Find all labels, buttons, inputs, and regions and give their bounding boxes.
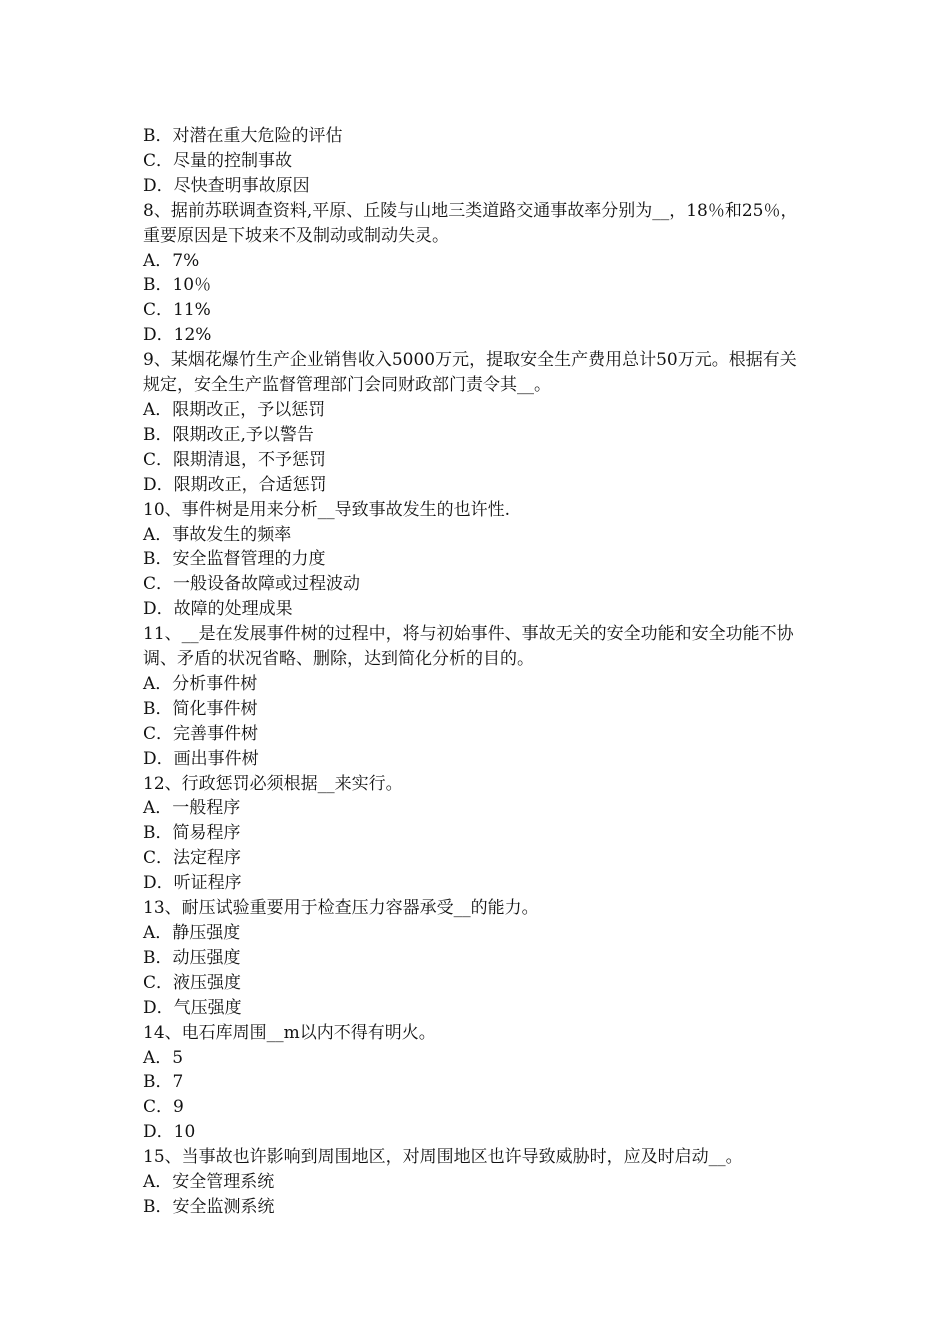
question-9-option-c: C．限期清退，不予惩罚: [143, 449, 327, 470]
document-body: [143, 124, 811, 1220]
option-b-text: B．对潜在重大危险的评估: [143, 126, 343, 146]
question-9-option-d: D．限期改正，合适惩罚: [143, 474, 327, 495]
question-9-option-b: B．限期改正,予以警告: [143, 424, 314, 445]
question-11-option-d: D．画出事件树: [143, 748, 259, 769]
question-15-option-b: B．安全监测系统: [143, 1196, 275, 1217]
question-11-option-c: C．完善事件树: [143, 723, 259, 744]
question-15-text: 15、当事故也许影响到周围地区，对周围地区也许导致威胁时，应及时启动__。: [143, 1147, 743, 1168]
option-c-text: C．尽量的控制事故: [143, 150, 293, 171]
question-8-option-b: B．10％: [143, 275, 212, 296]
question-14-option-a: A．5: [143, 1047, 184, 1068]
question-12-option-c: C．法定程序: [143, 848, 242, 869]
question-14-option-c: C．9: [143, 1097, 184, 1118]
question-14-option-b: B．7: [143, 1072, 184, 1093]
question-15-option-a: A．安全管理系统: [143, 1172, 275, 1193]
question-10-option-b: B．安全监督管理的力度: [143, 549, 326, 570]
option-d-text: D．尽快查明事故原因: [143, 175, 310, 196]
question-11-text: 11、__是在发展事件树的过程中，将与初始事件、事故无关的安全功能和安全功能不协调、矛盾的状况省略、删除，达到简化分析的目的。: [143, 624, 794, 670]
question-12-option-d: D．听证程序: [143, 873, 242, 894]
question-13-text: 13、耐压试验重要用于检查压力容器承受__的能力。: [143, 898, 539, 919]
question-9-text: 9、某烟花爆竹生产企业销售收入5000万元，提取安全生产费用总计50万元。根据有关规定，安全生产监督管理部门会同财政部门责令其__。: [143, 350, 797, 396]
question-10-option-d: D．故障的处理成果: [143, 599, 293, 620]
question-8-option-a: A．7%: [143, 250, 200, 271]
question-12-option-b: B．简易程序: [143, 823, 241, 844]
question-8-option-d: D．12%: [143, 325, 212, 346]
question-13-option-d: D．气压强度: [143, 997, 242, 1018]
question-12-text: 12、行政惩罚必须根据__来实行。: [143, 773, 403, 794]
question-14-option-d: D．10: [143, 1122, 196, 1143]
question-10-option-a: A．事故发生的频率: [143, 524, 292, 545]
question-13-option-b: B．动压强度: [143, 947, 241, 968]
question-11-option-b: B．简化事件树: [143, 698, 258, 719]
question-11-option-a: A．分析事件树: [143, 673, 258, 694]
question-9-option-a: A．限期改正，予以惩罚: [143, 399, 326, 420]
question-10-text: 10、事件树是用来分析__导致事故发生的也许性.: [143, 499, 511, 520]
question-14-text: 14、电石库周围__m以内不得有明火。: [143, 1022, 436, 1043]
question-13-option-a: A．静压强度: [143, 923, 241, 943]
question-10-option-c: C．一般设备故障或过程波动: [143, 574, 361, 595]
question-12-option-a: A．一般程序: [143, 798, 241, 819]
question-13-option-c: C．液压强度: [143, 972, 242, 993]
question-8-option-c: C．11%: [143, 300, 211, 321]
question-8-text: 8、据前苏联调查资料,平原、丘陵与山地三类道路交通事故率分别为__，18％和25％，重要原因是下坡来不及制动或制动失灵。: [143, 200, 798, 246]
